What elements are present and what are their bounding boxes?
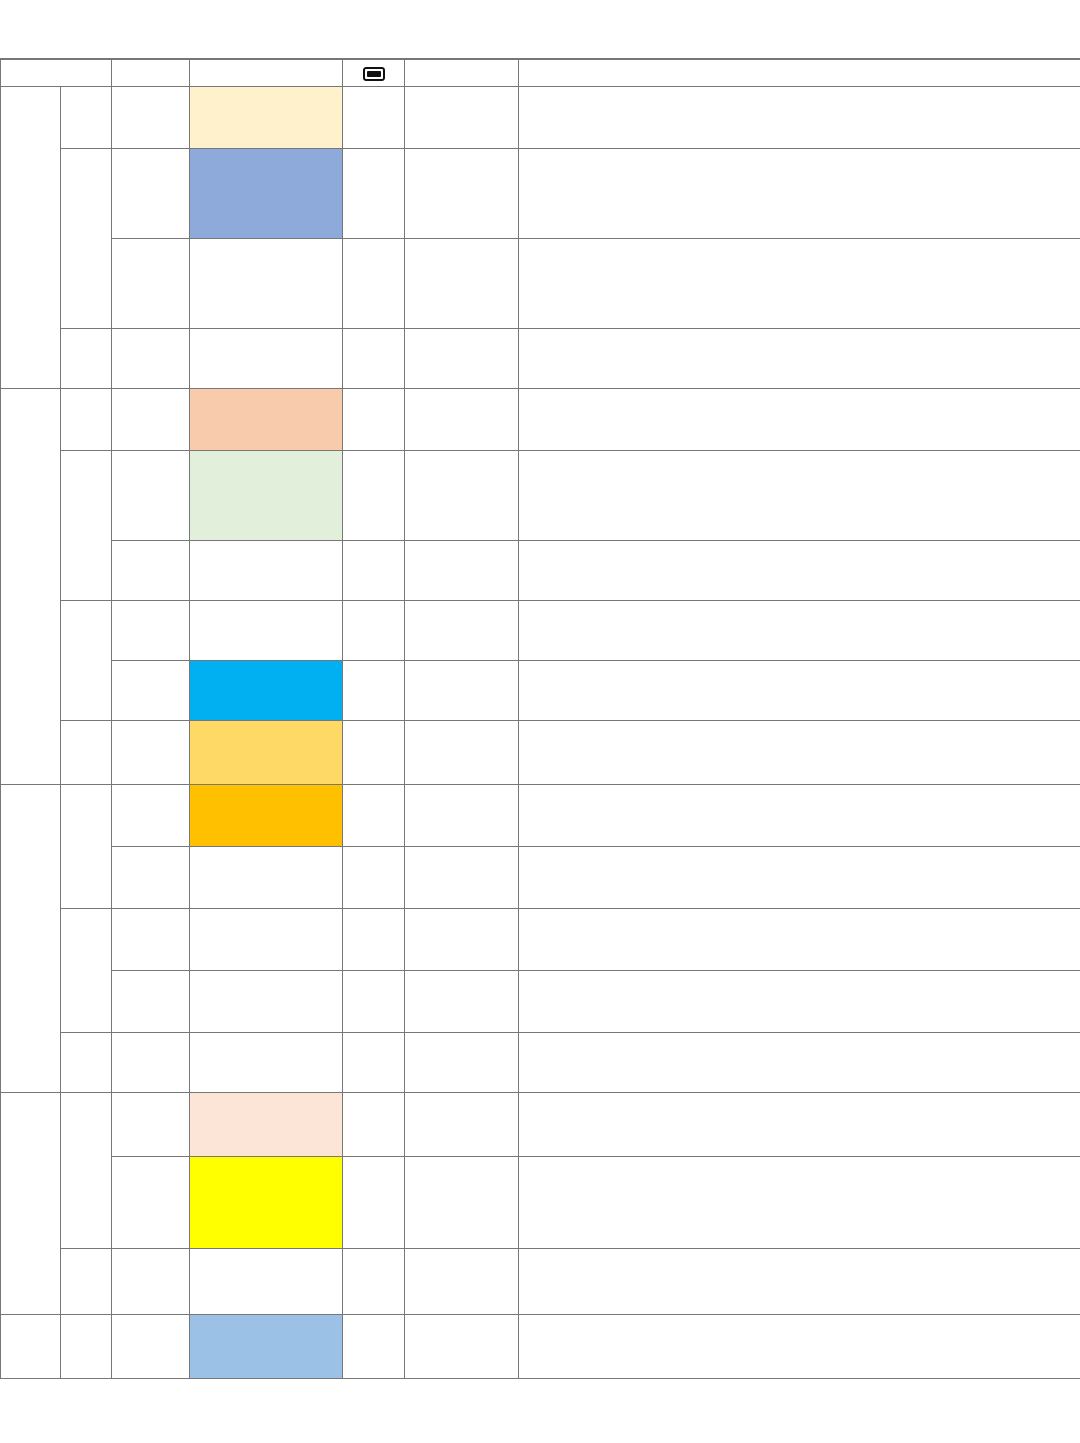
spot-cell <box>190 601 343 661</box>
table-row <box>1 847 1080 909</box>
period-label <box>61 1093 112 1249</box>
spot-cell <box>190 1249 343 1315</box>
cost-cell <box>343 1093 405 1157</box>
spot-cell <box>190 239 343 329</box>
day-label <box>1 785 61 1093</box>
spot-cell <box>190 1157 343 1249</box>
header-transport <box>405 60 519 87</box>
table-row <box>1 1033 1080 1093</box>
transport-cell <box>405 1033 519 1093</box>
period-label <box>61 1249 112 1315</box>
duration-cell <box>112 1093 190 1157</box>
table-row <box>1 909 1080 971</box>
header-plan <box>1 60 112 87</box>
header-row <box>1 60 1080 87</box>
duration-cell <box>112 451 190 541</box>
tips-cell <box>519 149 1080 239</box>
period-label <box>61 601 112 721</box>
tips-cell <box>519 239 1080 329</box>
cost-cell <box>343 1157 405 1249</box>
duration-cell <box>112 721 190 785</box>
spot-cell <box>190 329 343 389</box>
table-row <box>1 1315 1080 1379</box>
table-row <box>1 1093 1080 1157</box>
day-label <box>1 1315 61 1379</box>
spot-cell <box>190 847 343 909</box>
spot-cell <box>190 87 343 149</box>
spot-cell <box>190 909 343 971</box>
duration-cell <box>112 785 190 847</box>
header-duration <box>112 60 190 87</box>
table-row <box>1 1249 1080 1315</box>
cost-cell <box>343 971 405 1033</box>
transport-cell <box>405 1249 519 1315</box>
period-label <box>61 909 112 1033</box>
cost-cell <box>343 451 405 541</box>
battery-icon <box>363 67 385 81</box>
table-row <box>1 661 1080 721</box>
period-label <box>61 1033 112 1093</box>
transport-cell <box>405 601 519 661</box>
period-label <box>61 149 112 329</box>
transport-cell <box>405 1157 519 1249</box>
cost-cell <box>343 661 405 721</box>
cost-cell <box>343 87 405 149</box>
duration-cell <box>112 1157 190 1249</box>
cost-cell <box>343 785 405 847</box>
tips-cell <box>519 601 1080 661</box>
cost-cell <box>343 601 405 661</box>
period-label <box>61 87 112 149</box>
tips-cell <box>519 87 1080 149</box>
cost-cell <box>343 541 405 601</box>
duration-cell <box>112 329 190 389</box>
tips-cell <box>519 661 1080 721</box>
period-label <box>61 785 112 909</box>
transport-cell <box>405 847 519 909</box>
duration-cell <box>112 239 190 329</box>
tips-cell <box>519 329 1080 389</box>
spot-cell <box>190 149 343 239</box>
day-label <box>1 389 61 785</box>
transport-cell <box>405 389 519 451</box>
cost-cell <box>343 239 405 329</box>
period-label <box>61 329 112 389</box>
table-row <box>1 541 1080 601</box>
spot-cell <box>190 721 343 785</box>
duration-cell <box>112 389 190 451</box>
transport-cell <box>405 971 519 1033</box>
duration-cell <box>112 541 190 601</box>
spot-cell <box>190 389 343 451</box>
table-row <box>1 721 1080 785</box>
transport-cell <box>405 909 519 971</box>
duration-cell <box>112 909 190 971</box>
duration-cell <box>112 971 190 1033</box>
cost-cell <box>343 1033 405 1093</box>
tips-cell <box>519 1315 1080 1379</box>
transport-cell <box>405 149 519 239</box>
transport-cell <box>405 87 519 149</box>
duration-cell <box>112 87 190 149</box>
transport-cell <box>405 721 519 785</box>
cost-cell <box>343 721 405 785</box>
duration-cell <box>112 149 190 239</box>
period-label <box>61 721 112 785</box>
spot-cell <box>190 1093 343 1157</box>
table-row <box>1 87 1080 149</box>
tips-cell <box>519 971 1080 1033</box>
period-label <box>61 1315 112 1379</box>
day-label <box>1 87 61 389</box>
spot-cell <box>190 1033 343 1093</box>
tips-cell <box>519 847 1080 909</box>
duration-cell <box>112 601 190 661</box>
table-row <box>1 389 1080 451</box>
itinerary-table <box>0 59 1080 1379</box>
tips-cell <box>519 1157 1080 1249</box>
transport-cell <box>405 785 519 847</box>
header-tips <box>519 60 1080 87</box>
spot-cell <box>190 971 343 1033</box>
tips-cell <box>519 785 1080 847</box>
spot-cell <box>190 785 343 847</box>
cost-cell <box>343 1315 405 1379</box>
transport-cell <box>405 239 519 329</box>
duration-cell <box>112 847 190 909</box>
period-label <box>61 389 112 451</box>
tips-cell <box>519 451 1080 541</box>
cost-cell <box>343 847 405 909</box>
cost-cell <box>343 1249 405 1315</box>
cost-cell <box>343 149 405 239</box>
transport-cell <box>405 451 519 541</box>
spot-cell <box>190 661 343 721</box>
cost-cell <box>343 329 405 389</box>
spot-cell <box>190 541 343 601</box>
table-row <box>1 149 1080 239</box>
duration-cell <box>112 1033 190 1093</box>
transport-cell <box>405 661 519 721</box>
cost-cell <box>343 909 405 971</box>
header-cost <box>343 60 405 87</box>
tips-cell <box>519 389 1080 451</box>
tips-cell <box>519 721 1080 785</box>
transport-cell <box>405 1093 519 1157</box>
table-row <box>1 601 1080 661</box>
duration-cell <box>112 1249 190 1315</box>
table-row <box>1 239 1080 329</box>
table-row <box>1 971 1080 1033</box>
table-row <box>1 329 1080 389</box>
day-label <box>1 1093 61 1315</box>
table-row <box>1 1157 1080 1249</box>
duration-cell <box>112 661 190 721</box>
period-label <box>61 451 112 601</box>
tips-cell <box>519 1093 1080 1157</box>
duration-cell <box>112 1315 190 1379</box>
spot-cell <box>190 1315 343 1379</box>
transport-cell <box>405 1315 519 1379</box>
tips-cell <box>519 1033 1080 1093</box>
tips-cell <box>519 541 1080 601</box>
cost-cell <box>343 389 405 451</box>
tips-cell <box>519 909 1080 971</box>
header-spot <box>190 60 343 87</box>
spot-cell <box>190 451 343 541</box>
tips-cell <box>519 1249 1080 1315</box>
table-row <box>1 451 1080 541</box>
transport-cell <box>405 329 519 389</box>
table-row <box>1 785 1080 847</box>
transport-cell <box>405 541 519 601</box>
page-title <box>0 0 1080 59</box>
